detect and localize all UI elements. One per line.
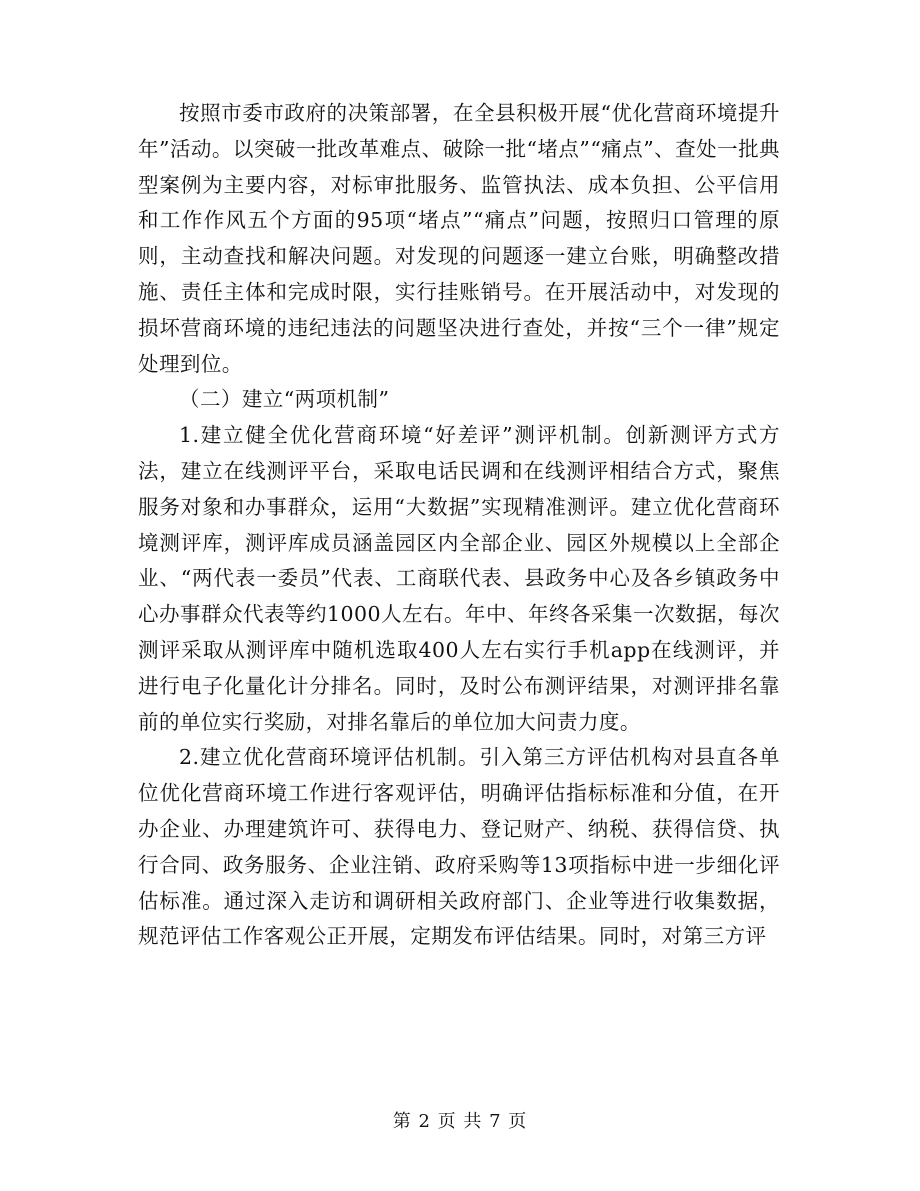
section-heading-two-mechanisms: （二）建立“两项机制”	[179, 387, 390, 412]
paragraph-activity: 按照市委市政府的决策部署，在全县积极开展“优化营商环境提升年”活动。以突破一批改革难点、破除一批“堵点”“痛点”、查处一批典型案例为主要内容，对标审批服务、监管执法、成本负担、公平信用和工作作风五个方面的95项“堵点”“痛点”问题，按照归口管理的原则，主动查找和解决问题。对发现的问题逐一建立台账，明确整改措施、责任主体和完成时限，实行挂账销号。在开展活动中，对发现的损坏营商环境的违纪违法的问题坚决进行查处，并按“三个一律”规定处理到位。	[138, 101, 780, 376]
paragraph-evaluation-mechanism: 1.建立健全优化营商环境“好差评”测评机制。创新测评方式方法，建立在线测评平台，采取电话民调和在线测评相结合方式，聚焦服务对象和办事群众，运用“大数据”实现精准测评。建立优化营商环境测评库，测评库成员涵盖园区内全部企业、园区外规模以上全部企业、“两代表一委员”代表、工商联代表、县政务中心及各乡镇政务中心办事群众代表等约1000人左右。年中、年终各采集一次数据，每次测评采取从测评库中随机选取400人左右实行手机app在线测评，并进行电子化量化计分排名。同时，及时公布测评结果，对测评排名靠前的单位实行奖励，对排名靠后的单位加大问责力度。	[138, 423, 780, 734]
page-number-footer: 第 2 页 共 7 页	[392, 1111, 528, 1132]
paragraph-assessment-mechanism: 2.建立优化营商环境评估机制。引入第三方评估机构对县直各单位优化营商环境工作进行客观评估，明确评估指标标准和分值，在开办企业、办理建筑许可、获得电力、登记财产、纳税、获得信贷、执行合同、政务服务、企业注销、政府采购等13项指标中进一步细化评估标准。通过深入走访和调研相关政府部门、企业等进行收集数据，规范评估工作客观公正开展，定期发布评估结果。同时，对第三方评	[138, 745, 780, 949]
document-body	[138, 96, 780, 955]
